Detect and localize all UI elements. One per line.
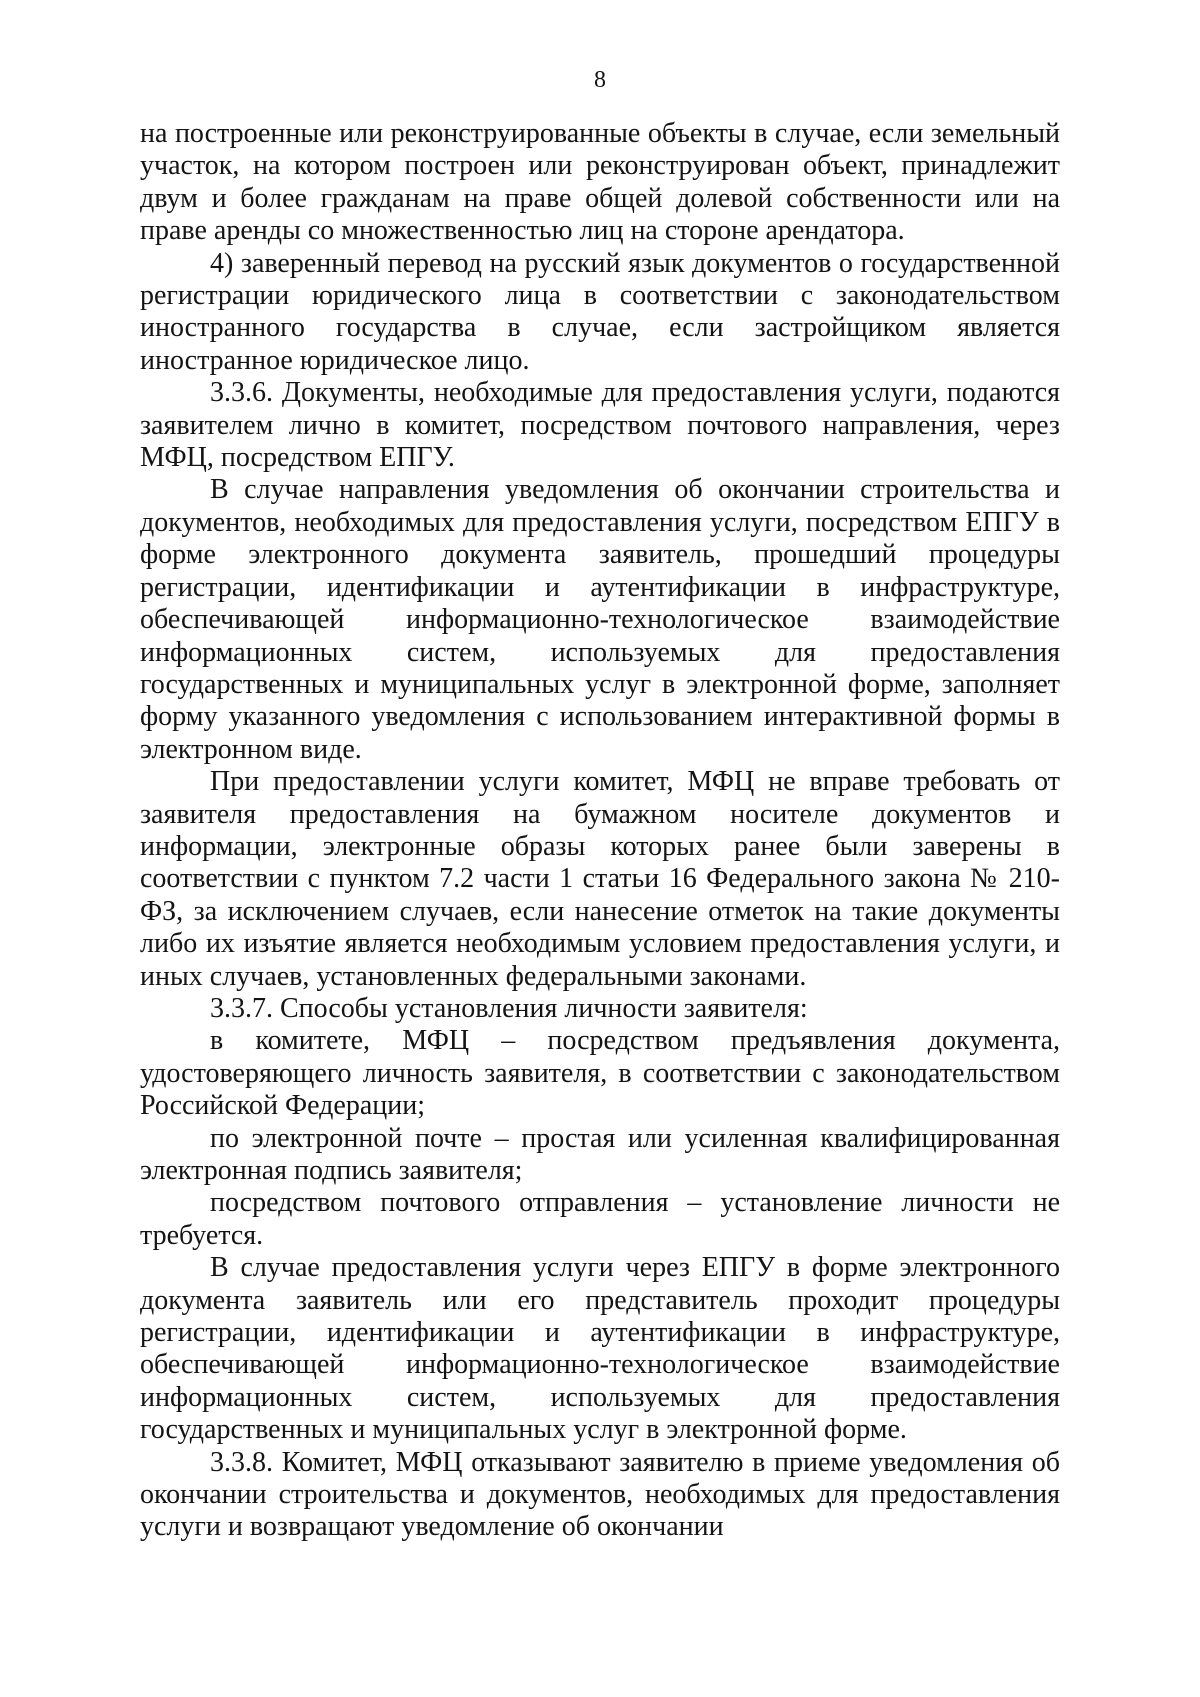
paragraph: на построенные или реконструированные объекты в случае, если земельный участок, на котором построен или реконструирован объект, принадлежит двум и более гражданам на праве общей долевой собственности или на праве аренды со множественностью лиц на стороне арендатора. [140,118,1060,247]
document-body [140,118,1060,1544]
paragraph: В случае предоставления услуги через ЕПГУ в форме электронного документа заявитель или его представитель проходит процедуры регистрации, идентификации и аутентификации в инфраструктуре, обеспечивающей информационно-технологическое взаимодействие информационных систем, используемых для предоставления государственных и муниципальных услуг в электронной форме. [140,1252,1060,1446]
paragraph: При предоставлении услуги комитет, МФЦ не вправе требовать от заявителя предоставления на бумажном носителе документов и информации, электронные образы которых ранее были заверены в соответствии с пунктом 7.2 части 1 статьи 16 Федерального закона № 210-ФЗ, за исключением случаев, если нанесение отметок на такие документы либо их изъятие является необходимым условием предоставления услуги, и иных случаев, установленных федеральными законами. [140,766,1060,992]
paragraph: 3.3.8. Комитет, МФЦ отказывают заявителю в приеме уведомления об окончании строительства и документов, необходимых для предоставления услуги и возвращают уведомление об окончании [140,1446,1060,1543]
paragraph: по электронной почте – простая или усиленная квалифицированная электронная подпись заявителя; [140,1122,1060,1186]
paragraph: 3.3.6. Документы, необходимые для предоставления услуги, подаются заявителем лично в комитет, посредством почтового направления, через МФЦ, посредством ЕПГУ. [140,377,1060,474]
paragraph: посредством почтового отправления – установление личности не требуется. [140,1187,1060,1251]
paragraph: 3.3.7. Способы установления личности заявителя: [210,992,808,1024]
paragraph: в комитете, МФЦ – посредством предъявления документа, удостоверяющего личность заявителя, в соответствии с законодательством Российской Федерации; [140,1025,1060,1122]
paragraph: 4) заверенный перевод на русский язык документов о государственной регистрации юридического лица в соответствии с законодательством иностранного государства в случае, если застройщиком является иностранное юридическое лицо. [140,247,1060,376]
paragraph: В случае направления уведомления об окончании строительства и документов, необходимых для предоставления услуги, посредством ЕПГУ в форме электронного документа заявитель, прошедший процедуры регистрации, идентификации и аутентификации в инфраструктуре, обеспечивающей информационно-технологическое взаимодействие информационных систем, используемых для предоставления государственных и муниципальных услуг в электронной форме, заполняет форму указанного уведомления с использованием интерактивной формы в электронном виде. [140,474,1060,765]
page-number: 8 [594,67,606,93]
